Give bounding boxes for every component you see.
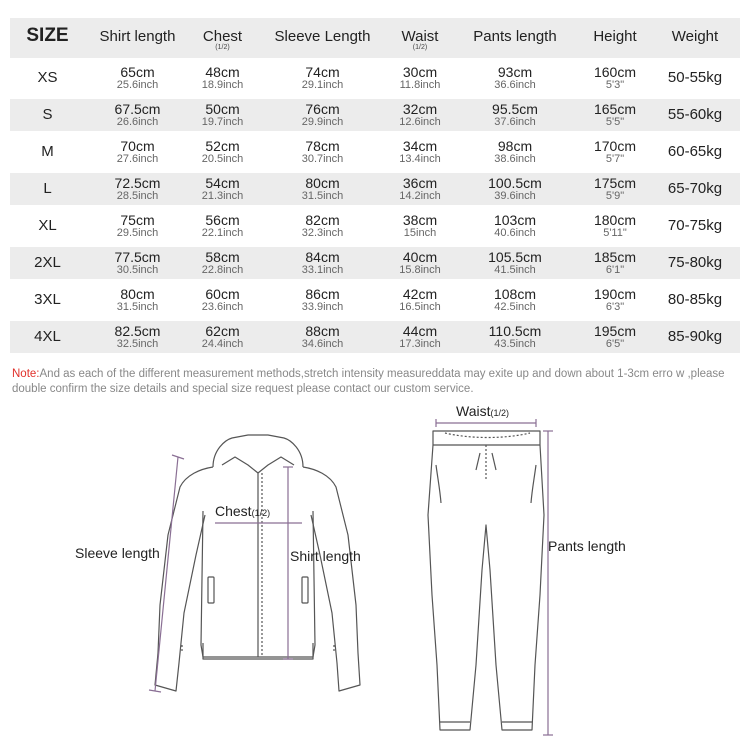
waist-label-text: Waist bbox=[456, 403, 491, 419]
size-cell: XS bbox=[37, 69, 58, 86]
chest-cell: 50cm 19.7inch bbox=[201, 101, 244, 128]
height-cell: 190cm 6'3" bbox=[593, 286, 637, 313]
height-cell: 175cm 5'9" bbox=[593, 175, 637, 202]
note-text: And as each of the different measurement methods,stretch intensity measureddata may exite up and down about 1-3cm erro w ,please double confirm the size details and special size request please contact our custom service. bbox=[12, 368, 725, 395]
height-cell: 165cm 5'5" bbox=[593, 101, 637, 128]
chest-label bbox=[215, 503, 270, 519]
height-cell: 195cm 6'5" bbox=[593, 323, 637, 350]
waist-cell: 44cm 17.3inch bbox=[399, 323, 441, 350]
pants-length-label: Pants length bbox=[548, 538, 626, 554]
pants-cell: 110.5cm 43.5inch bbox=[488, 323, 542, 350]
size-cell: M bbox=[41, 143, 54, 160]
shirt-cell: 75cm 29.5inch bbox=[116, 212, 159, 239]
sleeve-cell: 78cm 30.7inch bbox=[301, 138, 344, 165]
waist-cell: 34cm 13.4inch bbox=[399, 138, 441, 165]
waist-label bbox=[456, 403, 509, 419]
table-row bbox=[10, 284, 740, 316]
weight-cell: 55-60kg bbox=[667, 106, 723, 123]
chest-cell: 56cm 22.1inch bbox=[201, 212, 244, 239]
waist-cell: 30cm 11.8inch bbox=[399, 64, 441, 91]
pants-cell: 95.5cm 37.6inch bbox=[492, 101, 538, 128]
weight-cell: 65-70kg bbox=[667, 180, 723, 197]
pants-cell: 98cm 38.6inch bbox=[494, 138, 536, 165]
size-chart-table bbox=[10, 18, 740, 358]
height-cell: 180cm 5'11" bbox=[593, 212, 637, 239]
shirt-cell: 77.5cm 30.5inch bbox=[114, 249, 161, 276]
waist-cell: 42cm 16.5inch bbox=[399, 286, 441, 313]
pants-cell: 108cm 42.5inch bbox=[493, 286, 537, 313]
sleeve-length-label: Sleeve length bbox=[75, 545, 160, 561]
header-waist: Waist (1/2) bbox=[401, 28, 439, 51]
waist-cell: 40cm 15.8inch bbox=[399, 249, 441, 276]
height-cell: 160cm 5'3" bbox=[593, 64, 637, 91]
table-header bbox=[10, 18, 740, 58]
weight-cell: 80-85kg bbox=[667, 291, 723, 308]
weight-cell: 60-65kg bbox=[667, 143, 723, 160]
size-cell: 3XL bbox=[34, 291, 61, 308]
table-row bbox=[10, 247, 740, 279]
size-cell: XL bbox=[38, 217, 57, 234]
weight-cell: 85-90kg bbox=[667, 328, 723, 345]
pants-cell: 93cm 36.6inch bbox=[494, 64, 536, 91]
header-sleeve-length: Sleeve Length bbox=[274, 28, 371, 45]
chest-cell: 58cm 22.8inch bbox=[201, 249, 244, 276]
chest-label-text: Chest bbox=[215, 503, 252, 519]
waist-label-sub: (1/2) bbox=[490, 408, 509, 418]
measurement-diagram bbox=[0, 395, 750, 750]
size-cell: 4XL bbox=[34, 328, 61, 345]
table-row bbox=[10, 210, 740, 242]
table-row bbox=[10, 99, 740, 131]
sleeve-cell: 74cm 29.1inch bbox=[301, 64, 344, 91]
chest-cell: 48cm 18.9inch bbox=[201, 64, 244, 91]
sleeve-cell: 86cm 33.9inch bbox=[301, 286, 344, 313]
header-size: SIZE bbox=[26, 25, 69, 46]
waist-cell: 36cm 14.2inch bbox=[399, 175, 441, 202]
waist-cell: 32cm 12.6inch bbox=[399, 101, 441, 128]
shirt-cell: 70cm 27.6inch bbox=[116, 138, 159, 165]
size-cell: S bbox=[42, 106, 53, 123]
size-cell: L bbox=[43, 180, 52, 197]
shirt-cell: 82.5cm 32.5inch bbox=[114, 323, 161, 350]
garment-illustrations bbox=[0, 395, 750, 750]
header-chest: Chest (1/2) bbox=[202, 28, 243, 51]
chest-cell: 60cm 23.6inch bbox=[201, 286, 244, 313]
header-shirt-length: Shirt length bbox=[99, 28, 176, 45]
waist-cell: 38cm 15inch bbox=[402, 212, 438, 239]
weight-cell: 75-80kg bbox=[667, 254, 723, 271]
sleeve-cell: 88cm 34.6inch bbox=[301, 323, 344, 350]
weight-cell: 70-75kg bbox=[667, 217, 723, 234]
sleeve-cell: 84cm 33.1inch bbox=[301, 249, 344, 276]
sleeve-cell: 76cm 29.9inch bbox=[301, 101, 344, 128]
size-cell: 2XL bbox=[34, 254, 61, 271]
weight-cell: 50-55kg bbox=[667, 69, 723, 86]
chest-cell: 54cm 21.3inch bbox=[201, 175, 244, 202]
shirt-cell: 65cm 25.6inch bbox=[116, 64, 159, 91]
shirt-length-label: Shirt length bbox=[290, 548, 361, 564]
height-cell: 185cm 6'1" bbox=[593, 249, 637, 276]
pants-illustration bbox=[428, 431, 544, 730]
table-row bbox=[10, 321, 740, 353]
pants-cell: 105.5cm 41.5inch bbox=[488, 249, 542, 276]
note-label: Note: bbox=[12, 368, 40, 380]
chest-label-sub: (1/2) bbox=[251, 508, 271, 518]
table-row bbox=[10, 62, 740, 94]
shirt-cell: 67.5cm 26.6inch bbox=[114, 101, 161, 128]
header-height: Height bbox=[593, 28, 637, 45]
pants-cell: 100.5cm 39.6inch bbox=[488, 175, 542, 202]
sleeve-cell: 80cm 31.5inch bbox=[301, 175, 344, 202]
height-cell: 170cm 5'7" bbox=[593, 138, 637, 165]
header-pants-length: Pants length bbox=[473, 28, 557, 45]
shirt-cell: 72.5cm 28.5inch bbox=[114, 175, 161, 202]
chest-cell: 52cm 20.5inch bbox=[201, 138, 244, 165]
table-row bbox=[10, 136, 740, 168]
sleeve-cell: 82cm 32.3inch bbox=[301, 212, 344, 239]
chest-cell: 62cm 24.4inch bbox=[201, 323, 244, 350]
pants-cell: 103cm 40.6inch bbox=[493, 212, 537, 239]
table-row bbox=[10, 173, 740, 205]
header-weight: Weight bbox=[671, 28, 719, 45]
measurement-note bbox=[12, 367, 740, 397]
shirt-cell: 80cm 31.5inch bbox=[116, 286, 159, 313]
